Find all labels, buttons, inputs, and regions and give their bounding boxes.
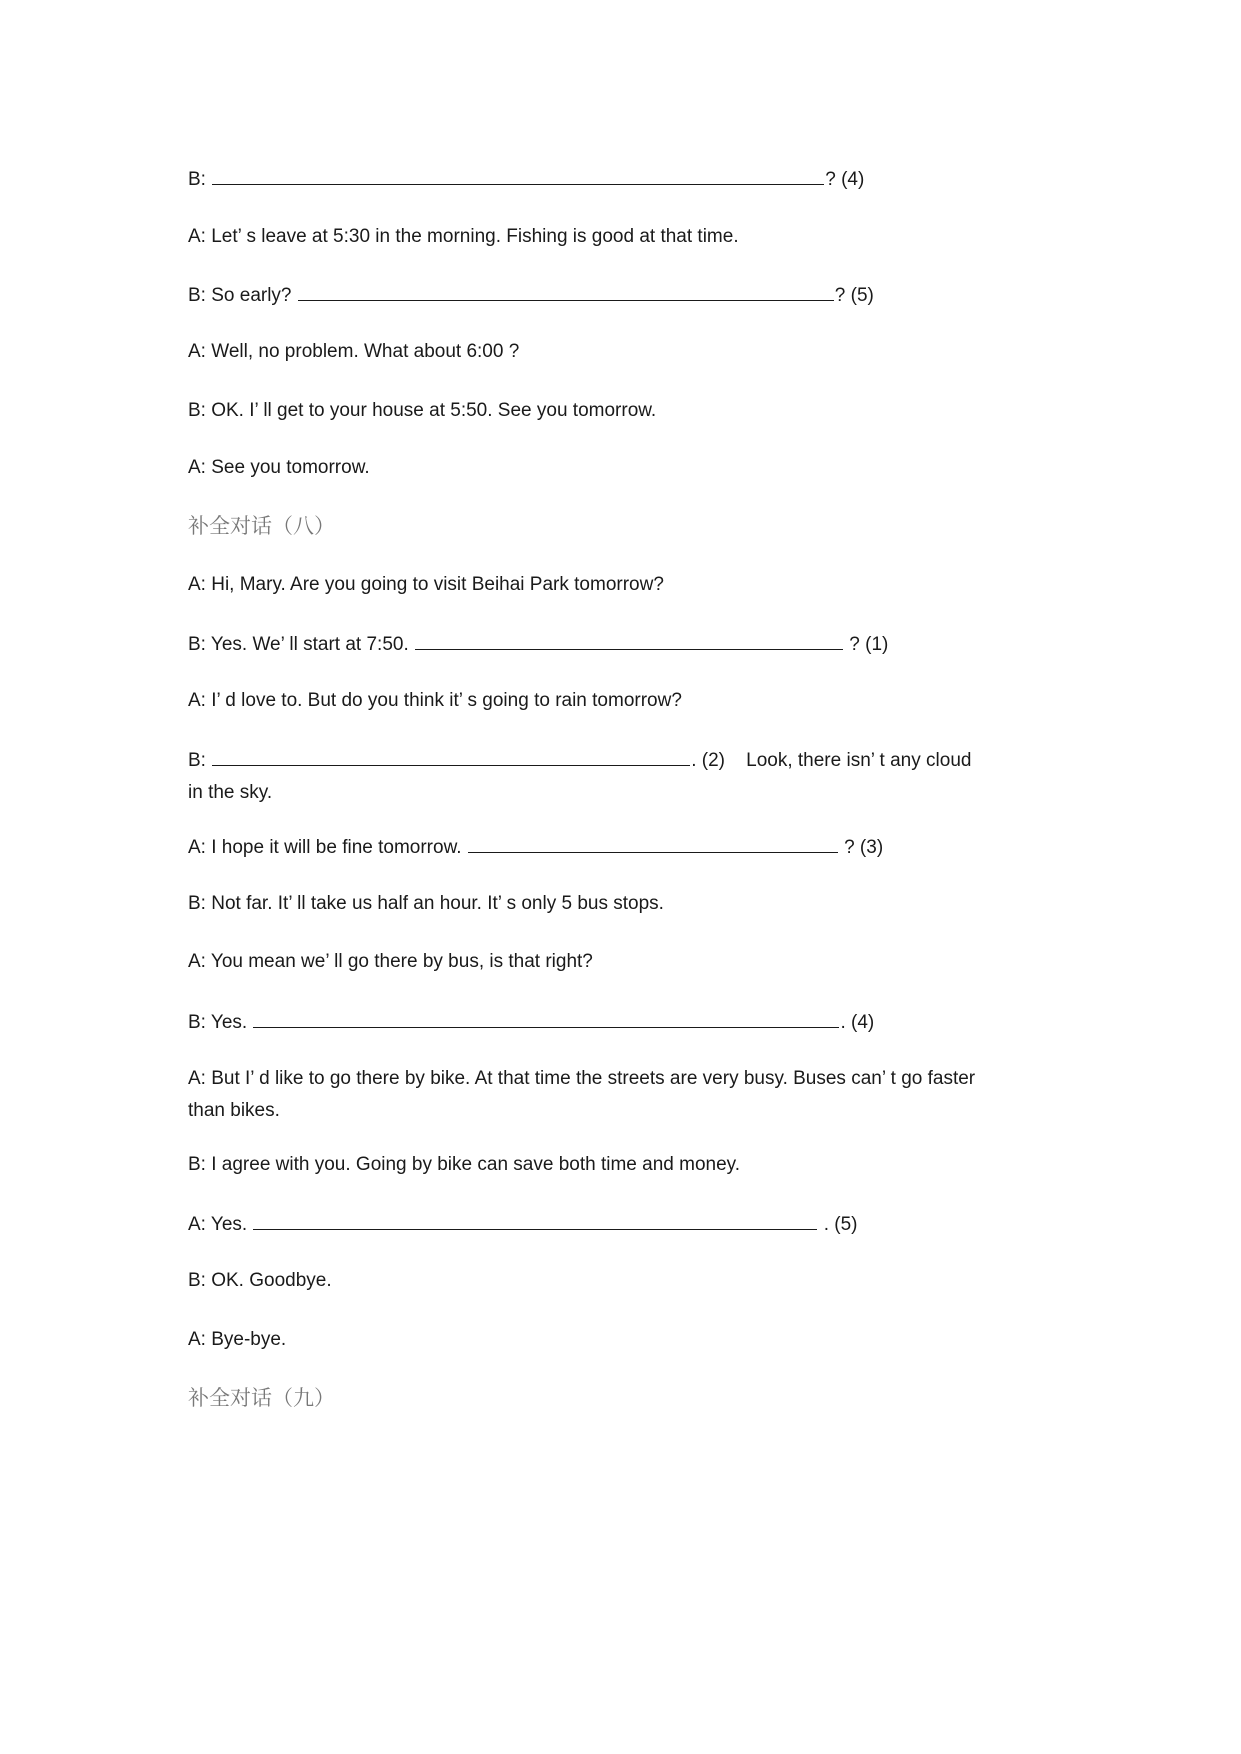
section8-line-6: B: Not far. It’ ll take us half an hour. It’ s only 5 bus stops. (188, 893, 664, 914)
section8-line-3: A: I’ d love to. But do you think it’ s going to rain tomorrow? (188, 690, 682, 711)
section8-line-8 (188, 1005, 874, 1039)
question-number: . (5) (818, 1214, 858, 1235)
dialogue-line-2: A: Let’ s leave at 5:30 in the morning. Fishing is good at that time. (188, 226, 739, 247)
section8-line-12: B: OK. Goodbye. (188, 1270, 332, 1291)
line-text: B: Yes. (188, 1012, 253, 1033)
line-text: B: So early? (188, 285, 297, 306)
section8-line-9 (188, 1063, 1058, 1127)
section8-line-4 (188, 743, 1058, 809)
answer-blank (298, 278, 834, 301)
section8-line-13: A: Bye-bye. (188, 1329, 287, 1350)
section8-line-2 (188, 627, 888, 661)
answer-blank (253, 1207, 817, 1230)
dialogue-line-3 (188, 278, 874, 312)
line-continuation: in the sky. (188, 782, 273, 803)
answer-blank (212, 162, 824, 185)
answer-blank (253, 1005, 839, 1028)
line-text: A: I hope it will be fine tomorrow. (188, 837, 467, 858)
section8-line-10: B: I agree with you. Going by bike can save both time and money. (188, 1154, 741, 1175)
question-number: . (4) (840, 1012, 875, 1033)
section8-line-7: A: You mean we’ ll go there by bus, is that right? (188, 951, 593, 972)
line-text: A: Yes. (188, 1214, 253, 1235)
line-continuation: than bikes. (188, 1100, 280, 1121)
answer-blank (468, 830, 838, 853)
section8-line-1: A: Hi, Mary. Are you going to visit Beihai Park tomorrow? (188, 574, 664, 595)
section-heading-9: 补全对话（九） (188, 1386, 335, 1410)
answer-blank (415, 627, 843, 650)
dialogue-line-1 (188, 162, 864, 196)
section8-line-5 (188, 830, 883, 864)
answer-blank (212, 743, 690, 766)
line-text: A: But I’ d like to go there by bike. At that time the streets are very busy. Buses can’ t go faster (188, 1068, 976, 1089)
dialogue-line-6: A: See you tomorrow. (188, 457, 370, 478)
question-number: ? (4) (825, 169, 865, 190)
question-number: . (2) Look, there isn’ t any cloud (691, 750, 972, 771)
question-number: ? (3) (838, 837, 884, 858)
question-number: ? (5) (834, 285, 874, 306)
question-number: ? (1) (844, 634, 889, 655)
dialogue-line-4: A: Well, no problem. What about 6:00 ? (188, 341, 520, 362)
section8-line-11 (188, 1207, 858, 1241)
section-heading-8: 补全对话（八） (188, 514, 335, 538)
dialogue-line-5: B: OK. I’ ll get to your house at 5:50. See you tomorrow. (188, 400, 657, 421)
line-text: B: (188, 169, 212, 190)
line-text: B: (188, 750, 212, 771)
line-text: B: Yes. We’ ll start at 7:50. (188, 634, 415, 655)
